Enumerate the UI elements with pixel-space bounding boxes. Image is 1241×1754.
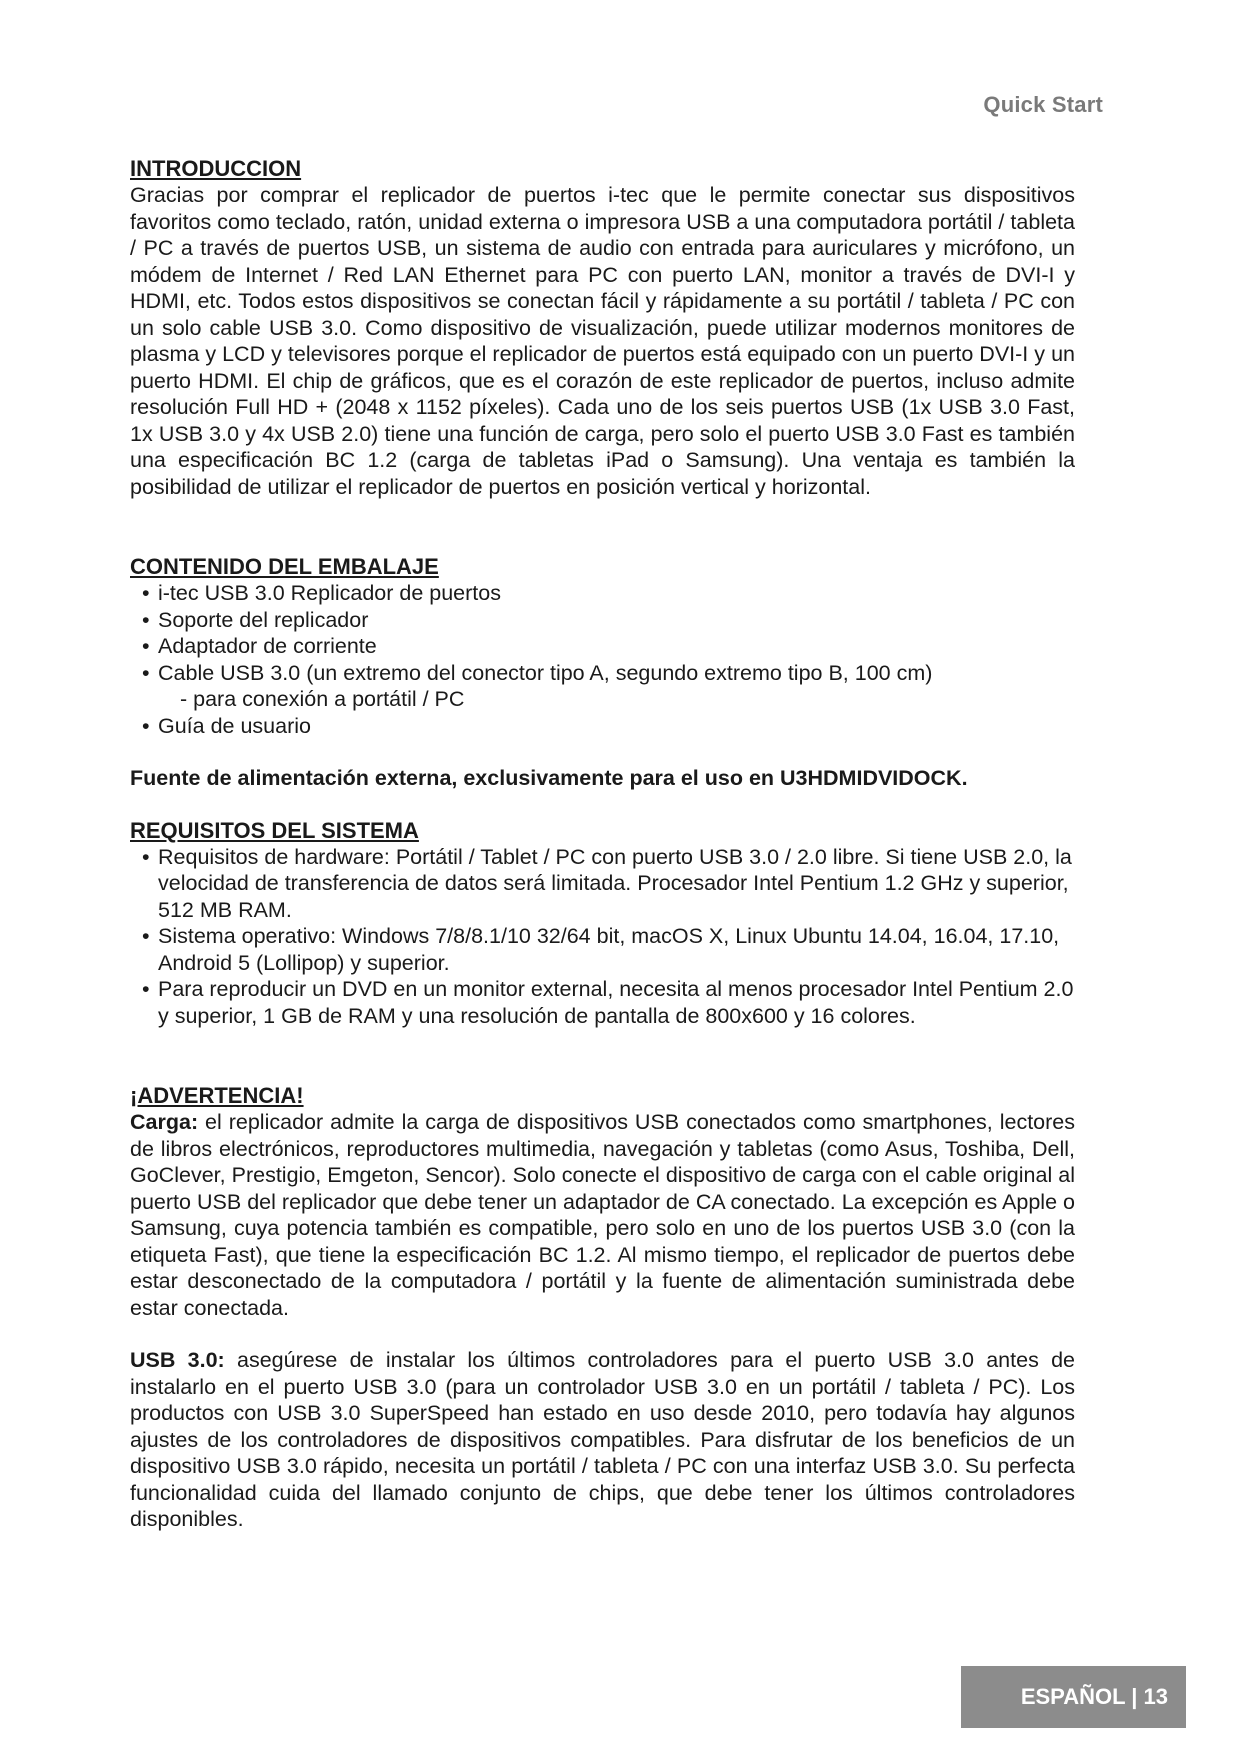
page-number-badge: ESPAÑOL | 13 — [961, 1666, 1186, 1728]
bullet-icon: • — [142, 713, 150, 738]
warning-section — [130, 1083, 1075, 1533]
list-item: • Requisitos de hardware: Portátil / Tablet / PC con puerto USB 3.0 / 2.0 libre. Si tiene USB 2.0, la velocidad de transferencia de datos será limitada. Procesador Intel Pentium 1.2 GHz y superior, 512 MB RAM. — [142, 844, 1072, 922]
usb-paragraph — [130, 1347, 1075, 1533]
package-title: CONTENIDO DEL EMBALAJE — [130, 554, 439, 579]
requirements-title: REQUISITOS DEL SISTEMA — [130, 817, 419, 843]
list-item: • Para reproducir un DVD en un monitor external, necesita al menos procesador Intel Pentium 2.0 y superior, 1 GB de RAM y una resolución de pantalla de 800x600 y 16 colores. — [142, 977, 1074, 1028]
bullet-icon: • — [142, 924, 150, 948]
charge-text: el replicador admite la carga de dispositivos USB conectados como smartphones, lectores de libros electrónicos, reproductores multimedia, navegación y tabletas (como Asus, Toshiba, Dell, GoClever, Prestigio, Emgeton, Sencor). Solo conecte el dispositivo de carga con el cable original al puerto USB del replicador que debe tener un adaptador de CA conectado. La excepción es Apple o Samsung, cuya potencia también es compatible, pero solo en uno de los puertos USB 3.0 (con la etiqueta Fast), que tiene la especificación BC 1.2. Al mismo tiempo, el replicador de puertos debe estar desconectado de la computadora / portátil y la fuente de alimentación suministrada debe estar conectada. — [130, 1110, 1075, 1320]
list-item: • Sistema operativo: Windows 7/8/8.1/10 32/64 bit, macOS X, Linux Ubuntu 14.04, 16.04, 17.10, Android 5 (Lollipop) y superior. — [142, 924, 1060, 975]
intro-paragraph: Gracias por comprar el replicador de puertos i-tec que le permite conectar sus dispositivos favoritos como teclado, ratón, unidad externa o impresora USB a una computadora portátil / tableta / PC a través de puertos USB, un sistema de audio con entrada para auriculares y micrófono, un módem de Internet / Red LAN Ethernet para PC con puerto LAN, monitor a través de DVI-I y HDMI, etc. Todos estos dispositivos se conectan fácil y rápidamente a su portátil / tableta / PC con un solo cable USB 3.0. Como dispositivo de visualización, puede utilizar modernos monitores de plasma y LCD y televisores porque el replicador de puertos está equipado con un puerto DVI-I y un puerto HDMI. El chip de gráficos, que es el corazón de este replicador de puertos, incluso admite resolución Full HD + (2048 x 1152 píxeles). Cada uno de los seis puertos USB (1x USB 3.0 Fast, 1x USB 3.0 y 4x USB 2.0) tiene una función de carga, pero solo el puerto USB 3.0 Fast es también una especificación BC 1.2 (carga de tabletas iPad o Samsung). Una ventaja es también la posibilidad de utilizar el replicador de puertos en posición vertical y horizontal. — [130, 183, 1075, 499]
header-label: Quick Start — [983, 92, 1103, 117]
page-content — [130, 156, 1075, 1533]
intro-section — [130, 156, 1075, 500]
bullet-icon: • — [142, 607, 150, 632]
package-list — [130, 580, 1075, 739]
power-supply-note: Fuente de alimentación externa, exclusivamente para el uso en U3HDMIDVIDOCK. — [130, 766, 968, 790]
package-section — [130, 554, 1075, 792]
requirements-section — [130, 818, 1075, 1030]
usb-text: asegúrese de instalar los últimos controladores para el puerto USB 3.0 antes de instalarlo en el puerto USB 3.0 (para un controlador USB 3.0 en un portátil / tableta / PC). Los productos con USB 3.0 SuperSpeed han estado en uso desde 2010, pero todavía hay algunos ajustes de los controladores de dispositivos compatibles. Para disfrutar de los beneficios de un dispositivo USB 3.0 rápido, necesita un portátil / tableta / PC con una interfaz USB 3.0. Su perfecta funcionalidad cuida del llamado conjunto de chips, que debe tener los últimos controladores disponibles. — [130, 1348, 1076, 1531]
charge-paragraph — [130, 1109, 1075, 1321]
list-item: • i-tec USB 3.0 Replicador de puertos — [142, 581, 501, 605]
bullet-icon: • — [142, 581, 150, 605]
intro-title: INTRODUCCION — [130, 156, 302, 181]
bullet-icon: • — [142, 660, 150, 685]
list-item: • Cable USB 3.0 (un extremo del conector tipo A, segundo extremo tipo B, 100 cm) - para conexión a portátil / PC — [158, 660, 1075, 713]
list-item: • Guía de usuario — [142, 713, 311, 738]
charge-label: Carga: — [130, 1110, 199, 1134]
requirements-list — [130, 844, 1075, 1030]
list-item: • Adaptador de corriente — [142, 634, 377, 658]
bullet-icon: • — [142, 634, 150, 658]
warning-title: ¡ADVERTENCIA! — [130, 1083, 304, 1108]
bullet-icon: • — [142, 977, 150, 1001]
cable-subline: - para conexión a portátil / PC — [180, 687, 465, 711]
usb-label: USB 3.0: — [130, 1348, 225, 1372]
bullet-icon: • — [142, 844, 150, 869]
list-item: • Soporte del replicador — [142, 607, 369, 632]
